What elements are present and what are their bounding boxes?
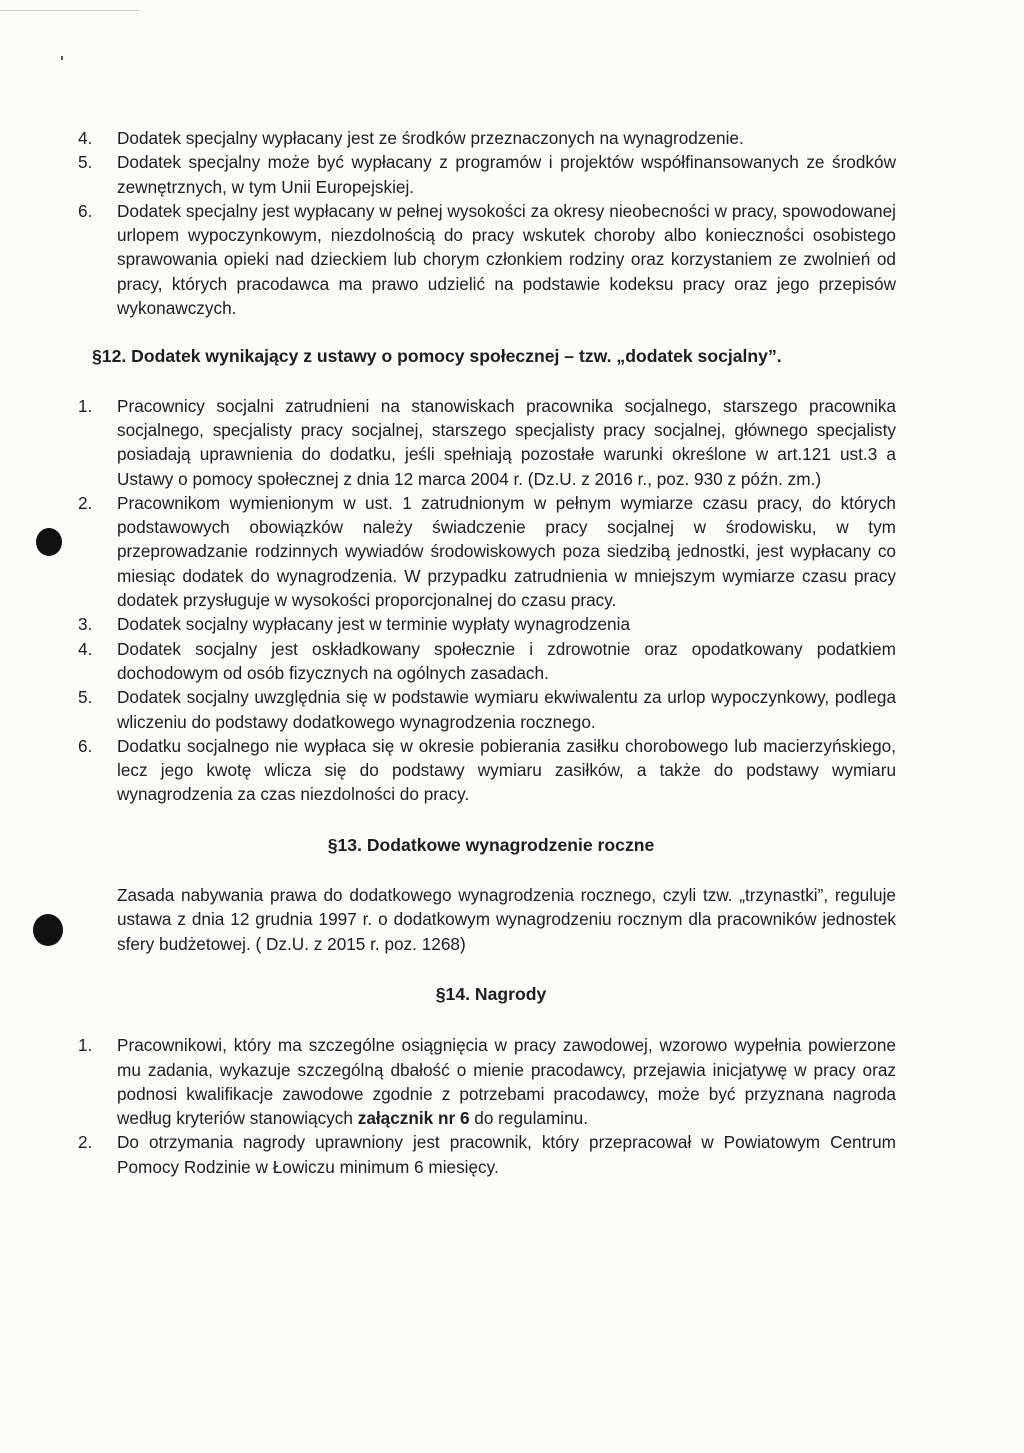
- punch-hole-bottom: [33, 914, 63, 946]
- item-text: Dodatek specjalny może być wypłacany z programów i projektów współfinansowanych ze środków zewnętrznych, w tym Unii Europejskiej.: [117, 152, 896, 197]
- section-12-list: [78, 394, 896, 807]
- item-number: 2.: [78, 492, 93, 513]
- item-number: 5.: [78, 152, 93, 173]
- item-text-end: do regulaminu.: [469, 1108, 588, 1129]
- section-14-list: [78, 1033, 896, 1179]
- list-item: [78, 394, 896, 491]
- item-text: Dodatek specjalny jest wypłacany w pełnej wysokości za okresy nieobecności w pracy, spowodowanej urlopem wypoczynkowym, niezdolnością do pracy wskutek choroby albo konieczności osobistego sprawowania opieki nad dzieckiem lub chorym członkiem rodziny oraz korzystaniem ze zwolnień od pracy, których pracodawca ma prawo udzielić na podstawie kodeksu pracy oraz jego przepisów wykonawczych.: [117, 200, 896, 319]
- item-text: Pracownikowi, który ma szczególne osiągnięcia w pracy zawodowej, wzorowo wypełnia powierzone mu zadania, wykazuje szczególną dbałość o mienie pracodawcy, przejawia inicjatywę w pracy oraz podnosi kwalifikacje zawodowe zgodnie z potrzebami pracodawcy, może być przyznana nagroda według kryteriów stanowiących: [117, 1035, 896, 1129]
- list-item: [78, 199, 896, 320]
- list-item: [78, 1033, 896, 1130]
- item-number: 4.: [78, 638, 93, 659]
- list-item: [78, 491, 896, 612]
- item-text: Dodatek socjalny uwzględnia się w podstawie wymiaru ekwiwalentu za urlop wypoczynkowy, podlega wliczeniu do podstawy dodatkowego wynagrodzenia rocznego.: [117, 687, 896, 732]
- item-number: 4.: [78, 128, 93, 148]
- section-13-heading: §13. Dodatkowe wynagrodzenie roczne: [327, 834, 655, 855]
- punch-hole-top: [36, 528, 62, 556]
- item-number: 1.: [78, 395, 93, 416]
- item-number: 6.: [78, 735, 93, 756]
- item-number: 1.: [78, 1035, 93, 1056]
- list-item: [78, 1130, 896, 1179]
- item-number: 5.: [78, 687, 93, 708]
- list-item: [78, 612, 896, 636]
- item-text: Pracownikom wymienionym w ust. 1 zatrudnionym w pełnym wymiarze czasu pracy, do których podstawowych obowiązków należy świadczenie pracy socjalnej w środowisku, w tym przeprowadzanie rodzinnych wywiadów środowiskowych poza siedzibą jednostki, jest wypłacany co miesiąc dodatek do wynagrodzenia. W przypadku zatrudnienia w mniejszym wymiarze czasu pracy dodatek przysługuje w wysokości proporcjonalnej do czasu pracy.: [117, 492, 896, 611]
- section-14-heading: §14. Nagrody: [435, 983, 547, 1004]
- item-text: Pracownicy socjalni zatrudnieni na stanowiskach pracownika socjalnego, starszego pracownika socjalnego, specjalisty pracy socjalnej, starszego specjalisty pracy socjalnej, głównego specjalisty posiadają uprawnienia do dodatku, jeśli spełniają pozostałe warunki określone w art.121 ust.3 a Ustawy o pomocy społecznej z dnia 12 marca 2004 r. (Dz.U. z 2016 r., poz. 930 z późn. zm.): [117, 395, 896, 489]
- list-item: [78, 126, 896, 150]
- section-12-heading: §12. Dodatek wynikający z ustawy o pomocy społecznej – tzw. „dodatek socjalny”.: [92, 346, 782, 367]
- item-number: 2.: [78, 1132, 93, 1153]
- list-item: [78, 150, 896, 199]
- scan-edge-line: [0, 10, 140, 11]
- item-text: Dodatku socjalnego nie wypłaca się w okresie pobierania zasiłku chorobowego lub macierzyńskiego, lecz jego kwotę wlicza się do podstawy wymiaru zasiłków, a także do podstawy wymiaru wynagrodzenia za czas niezdolności do pracy.: [117, 735, 896, 805]
- item-text: Dodatek socjalny jest oskładkowany społecznie i zdrowotnie oraz opodatkowany podatkiem dochodowym od osób fizycznych na ogólnych zasadach.: [117, 638, 896, 683]
- list-item: [78, 685, 896, 734]
- item-number: 6.: [78, 200, 93, 221]
- item-text: Dodatek socjalny wypłacany jest w terminie wypłaty wynagrodzenia: [117, 614, 630, 635]
- attachment-reference: załącznik nr 6: [357, 1108, 470, 1129]
- item-number: 3.: [78, 614, 93, 635]
- item-text: Dodatek specjalny wypłacany jest ze środków przeznaczonych na wynagrodzenie.: [117, 128, 744, 148]
- section-13-paragraph: Zasada nabywania prawa do dodatkowego wynagrodzenia rocznego, czyli tzw. „trzynastki”, reguluje ustawa z dnia 12 grudnia 1997 r. o dodatkowym wynagrodzeniu rocznym dla pracowników jednostek sfery budżetowej. ( Dz.U. z 2015 r. poz. 1268): [117, 885, 896, 954]
- document-page: [78, 126, 896, 1179]
- list-item: [78, 734, 896, 807]
- list-prev-section: [78, 126, 896, 320]
- scan-speck: [61, 56, 63, 60]
- item-text: Do otrzymania nagrody uprawniony jest pracownik, który przepracował w Powiatowym Centrum Pomocy Rodzinie w Łowiczu minimum 6 miesięcy.: [117, 1132, 896, 1177]
- list-item: [78, 637, 896, 686]
